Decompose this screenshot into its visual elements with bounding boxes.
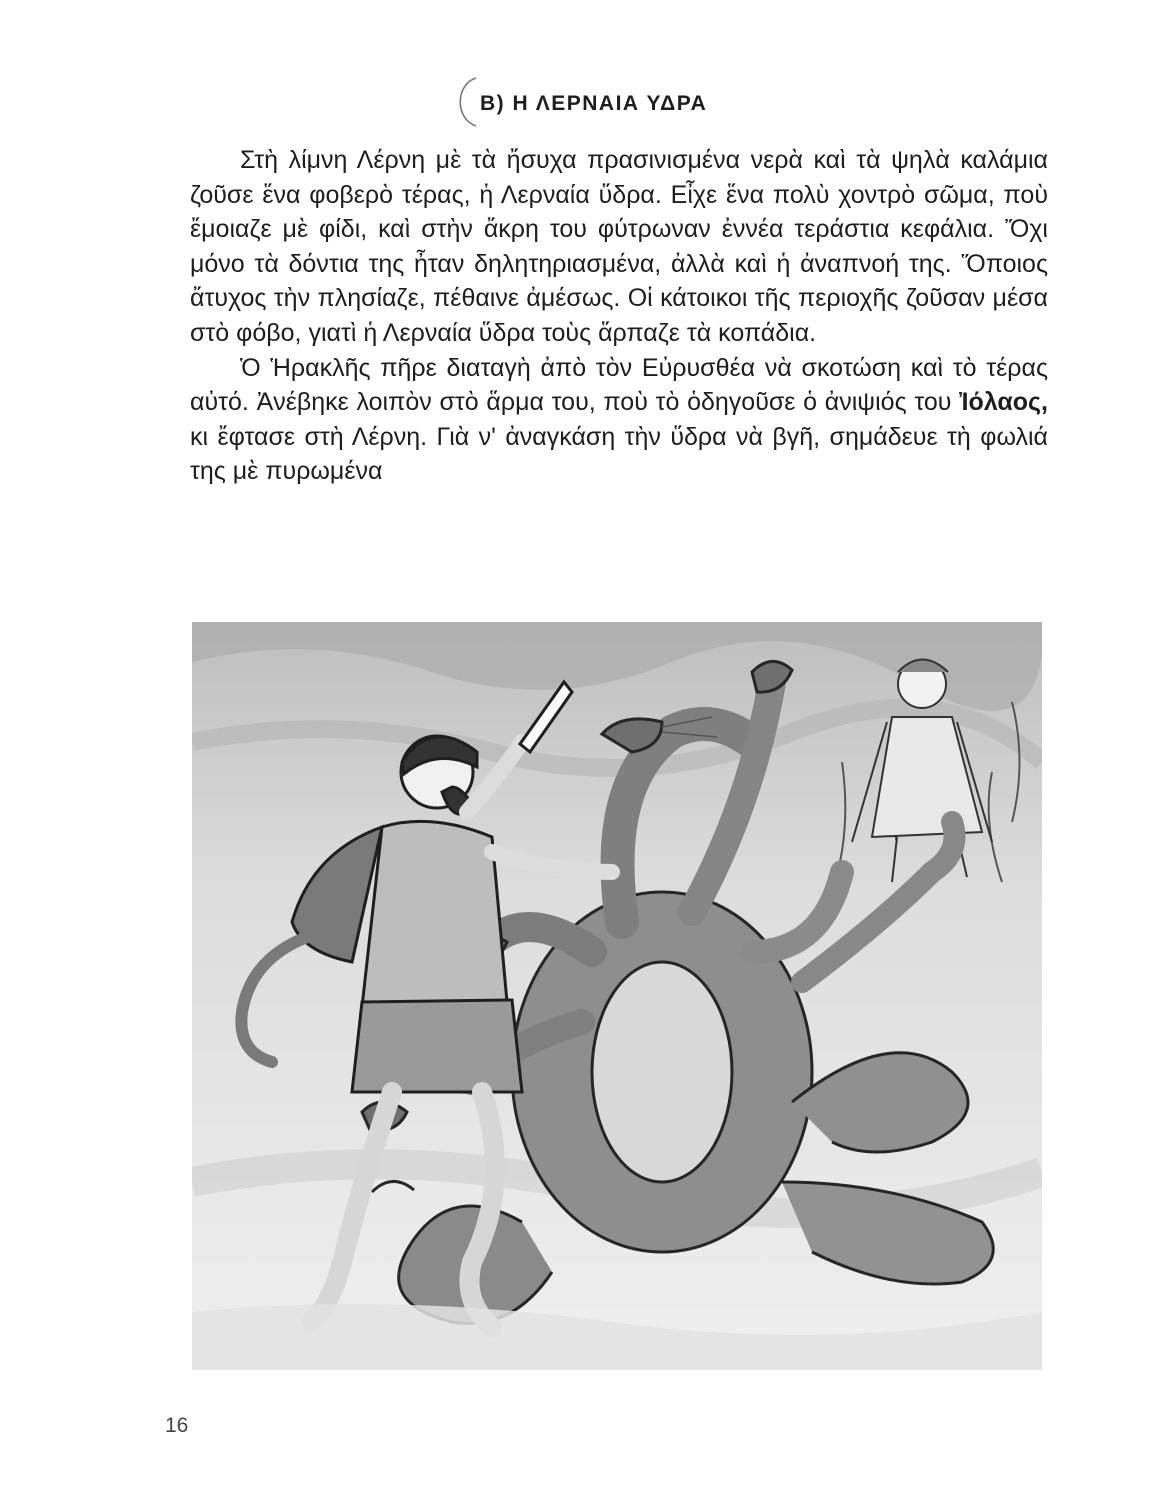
chapter-title: B) Η ΛΕΡΝΑΙΑ ΥΔΡΑ bbox=[480, 92, 708, 115]
paragraph-2-start: Ὁ Ἡρακλῆς πῆρε διαταγὴ ἀπὸ τὸν Εὐρυσθέα νὰ σκοτώση καὶ τὸ τέρας αὐτό. Ἀνέβηκε λοιπὸν στὸ ἅρμα του, ποὺ τὸ ὁδηγοῦσε ὁ ἀνιψιός του bbox=[190, 353, 1048, 417]
paragraph-2 bbox=[190, 351, 1048, 489]
page-number: 16 bbox=[165, 1414, 189, 1437]
paragraph-1: Στὴ λίμνη Λέρνη μὲ τὰ ἤσυχα πρασινισμένα νερὰ καὶ τὰ ψηλὰ καλάμια ζοῦσε ἕνα φοβερὸ τέρας, ἡ Λερναία ὕδρα. Εἶχε ἕνα πολὺ χοντρὸ σῶμα, ποὺ ἔμοιαζε μὲ φίδι, καὶ στὴν ἄκρη του φύτρωναν ἐννέα τεράστια κεφάλια. Ὄχι μόνο τὰ δόντια της ἦταν δηλητηριασμένα, ἀλλὰ καὶ ἡ ἀναπνοή της. Ὅποιος ἄτυχος τὴν πλησίαζε, πέθαινε ἀμέσως. Οἱ κάτοικοι τῆς περιοχῆς ζοῦσαν μέσα στὸ φόβο, γιατὶ ἡ Λερναία ὕδρα τοὺς ἅρπαζε τὰ κοπάδια. bbox=[190, 146, 1048, 347]
paragraph-2-end: κι ἔφτασε στὴ Λέρνη. Γιὰ ν' ἀναγκάση τὴν ὕδρα νὰ βγῆ, σημάδευε τὴ φωλιά της μὲ πυρωμένα bbox=[190, 422, 1048, 486]
body-text bbox=[190, 143, 1048, 489]
hercules-fighting-hydra-illustration bbox=[192, 622, 1042, 1370]
bold-name-iolaos: Ἰόλαος, bbox=[959, 388, 1048, 417]
